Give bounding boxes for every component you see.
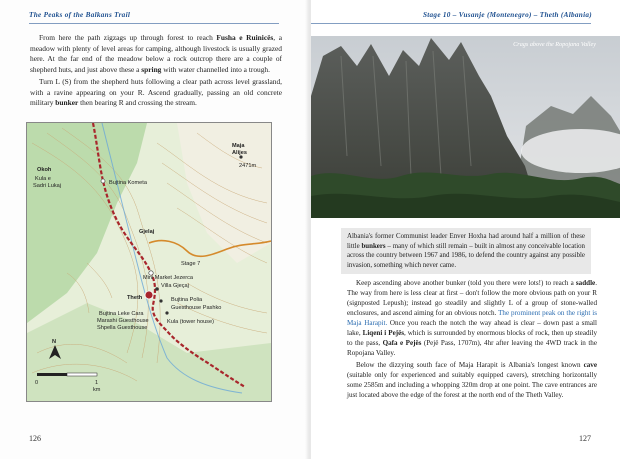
page-number-left: 126 [29,434,41,443]
left-page [0,0,309,459]
label-kula-tower: Kula (tower house) [167,319,214,325]
label-villa: Villa Gjeçaj [161,283,189,289]
left-body-text [30,33,282,111]
label-sadri: Sadri Lukaj [33,183,61,189]
right-paragraph-2: Below the dizzying south face of Maja Harapit is Albania's longest known cave (suitable only for experienced and suitably equipped cavers), stretching horizontally some 2585m and including a whopping 320m drop at one point. The cave entrances are just located above the edge of the forest at the north end of the Theth Valley. [347,361,597,399]
label-scale-0: 0 [35,380,39,386]
label-pashko: Guesthouse Pashko [171,305,222,311]
left-paragraph-2: Turn L (S) from the shepherd huts following a clear path across level grassland, with a ravine appearing on your R. Ascend gradually, passing an old concrete military bunker then bearing R and crossing the stream. [30,77,282,107]
label-theth: Theth [127,295,143,301]
right-body-text [347,278,597,402]
label-scale-1: 1 [95,380,99,386]
label-leke: Bujtina Leke Cara [99,311,144,317]
label-bujtina-kometa: Bujtina Kometa [109,180,147,186]
right-page [311,0,620,459]
label-stage7: Stage 7 [181,261,201,267]
info-box-text: Albania's former Communist leader Enver Hoxha had around half a million of these little bunkers – many of which still remain – built in almost any conceivable location across the country between 1967 and 1986, to defend the country against any possible invasion, something which never came. [347,233,586,269]
route-map [26,122,272,402]
right-paragraph-1: Keep ascending above another bunker (told you there were lots!) to reach a saddle. The way from here is less clear at first – don't follow the more obvious path on your R (signposted Lepush); instead go steadily and slightly L of a group of stone-walled enclosures, and ascend aiming for an obvious notch. The prominent peak on the right is Maja Harapit. Once you reach the notch the way ahead is clear – down past a small lake, Liqeni i Pejës, which is surrounded by enormous blocks of rock, then up steadily to the pass, Qafa e Pejës (Pejë Pass, 1707m), 4hr after leaving the 4WD track in the Ropojana Valley. [347,279,598,357]
label-maja: Maja [232,143,245,149]
label-gjelaj: Gjelaj [139,229,155,235]
label-alijes: Alijes [232,150,247,156]
header-rule-left [29,23,279,24]
running-head-right: Stage 10 – Vusanje (Montenegro) – Theth (Albania) [422,11,592,19]
left-paragraph-1: From here the path zigzags up through forest to reach Fusha e Ruinicës, a meadow with plenty of level areas for camping, although livestock is usually grazed here. At the far end of the meadow below a rock outcrop there are a couple of shepherd huts, and just above these a spring with water channelled into a trough. [30,33,282,74]
info-box [341,228,591,274]
label-minimarket: Mini Market Jezerca [143,275,194,281]
label-scale-km: km [93,387,101,393]
mountain-photo [311,36,620,218]
label-marashi: Marashi Guesthouse [97,318,149,324]
label-okoh: Okoh [37,167,52,173]
label-north: N [52,339,57,345]
page-number-right: 127 [579,434,591,443]
photo-caption: Crags above the Ropojana Valley [513,41,596,48]
label-bujtina-polia: Bujtina Polia [171,297,203,303]
label-kula: Kula e [35,176,51,182]
header-rule-right [311,23,591,24]
label-shpella: Shpella Guesthouse [97,325,148,331]
label-elevation: 2471m [239,163,257,169]
running-head-left: The Peaks of the Balkans Trail [29,11,131,19]
